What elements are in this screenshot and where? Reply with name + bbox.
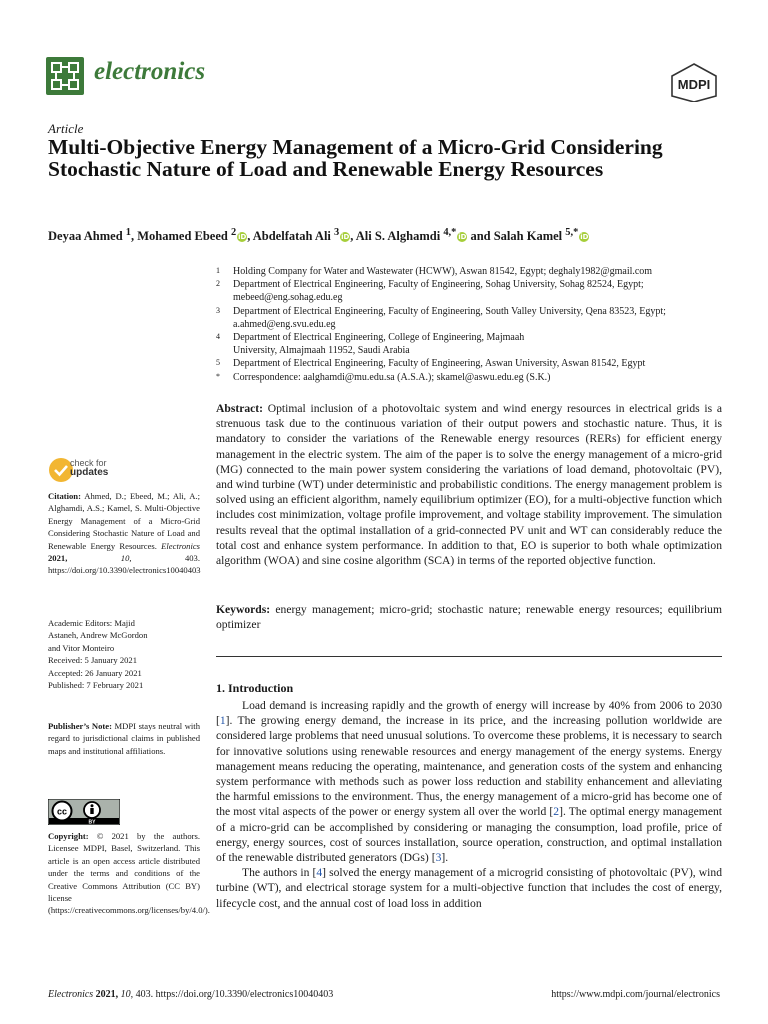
author-list: Deyaa Ahmed $^1$, Mohamed Ebeed $^2$ iD, Abdelfatah Ali $^3$ iD, Ali S. Alghamdi $^{4,*}$ iD and Salah Kamel $^{5,*}$ iD [48,227,589,244]
author-sup: 3 [334,227,340,238]
author-name: Mohamed Ebeed [137,229,228,244]
affiliation-row: 2 Department of Electrical Engineering, Faculty of Engineering, Sohag University, Sohag 82524, Egypt; mebeed@eng.sohag.edu.eg [216,279,644,304]
abstract-label: Abstract: [216,402,264,415]
reference-link[interactable]: 4 [316,866,323,880]
publisher-note: Publisher’s Note: MDPI stays neutral with regard to jurisdictional claims in published maps and institutional affiliations. [48,721,200,756]
affiliation-row: 3 Department of Electrical Engineering, Faculty of Engineering, South Valley University, Qena 83523, Egypt; a.ahmed@eng.svu.edu.eg [216,305,666,330]
author-name: Abdelfatah Ali [252,229,331,244]
reference-link[interactable]: 2 [553,805,560,819]
author-sup: 4,* [443,227,457,238]
received-date: Received: 5 January 2021 [48,655,138,666]
author-name: Salah Kamel [493,229,563,244]
author-sup: 2 [230,227,237,238]
svg-text:BY: BY [88,819,96,825]
check-for-updates-badge[interactable] [48,455,168,485]
abstract [216,401,722,568]
copyright-notice: Copyright: © 2021 by the authors. Licensee MDPI, Basel, Switzerland. This article is an open access article distributed under the terms and conditions of the Creative Commons Attribution (CC BY) license (https://creativecommons.org/licenses/by/4.0/). [48,831,210,916]
author-name: Deyaa Ahmed [48,229,123,244]
orcid-icon[interactable]: iD [341,233,350,242]
journal-name: electronics [94,58,206,85]
affiliation-row: 5 Department of Electrical Engineering, Faculty of Engineering, Aswan University, Aswan 81542, Egypt [216,358,646,370]
paragraph: The authors in [4] solved the energy management of a microgrid consisting of photovoltaic (PV), wind turbine (WT), and electrical storage system for a multi-objective function that includes the cost of energy, lifecycle cost, and the annual cost of load loss in addition [216,866,722,910]
check-updates-line1: check for [70,458,107,468]
abstract-text: Optimal inclusion of a photovoltaic system and wind energy resources in electrical grids is a strenuous task due to the continuous variation of their output powers and stochastic nature. Thus, it is mandatory to consider the variations of the Renewable energy resources (RERs) for efficient energy management in the electric system. The aim of the paper is to solve the energy management of a micro-grid (MG) connected to the main power system considering the variations of load demand, photovoltaic (PV), and wind turbine (WT) under deterministic and probabilistic conditions. The energy management problem is solved using an efficient algorithm, namely equilibrium optimizer (EO), for a multi-objective function which includes cost minimization, voltage profile improvement, and voltage stability improvement. The simulation results reveal that the optimal installation of a grid-connected PV unit and WT can considerably reduce the total cost and enhance system performance. In addition to that, EO is superior to both whale optimization algorithm (WOA) and sine cosine algorithm (SCA) in terms of the reported objective function. [216,402,722,568]
orcid-icon[interactable]: iD [580,233,589,242]
citation-block: Citation: Ahmed, D.; Ebeed, M.; Ali, A.; Alghamdi, A.S.; Kamel, S. Multi-Objective Energy Management of a Micro-Grid Considering Stochastic Nature of Load and Renewable Energy Resources. Electronics 2021, 10, 403. https://doi.org/10.3390/electronics10040403 [48,491,201,576]
affiliations [216,265,726,384]
check-updates-line2: updates [70,467,109,478]
affiliation-row: 4 Department of Electrical Engineering, College of Engineering, Majmaah University, Almajmaah 11952, Saudi Arabia [216,332,525,357]
section-heading: 1. Introduction [216,681,294,695]
publication-dates [48,617,200,691]
mdpi-logo-icon [668,62,720,102]
keywords-text: energy management; micro-grid; stochastic nature; renewable energy resources; equilibrium optimizer [216,603,722,632]
reference-link[interactable]: 1 [219,714,226,728]
article-title: Multi-Objective Energy Management of a Micro-Grid Considering Stochastic Nature of Load and Renewable Energy Resources [48,135,663,181]
published-date: Published: 7 February 2021 [48,680,144,691]
orcid-icon[interactable]: iD [238,233,247,242]
academic-editors: Academic Editors: Majid Astaneh, Andrew McGordon and Vitor Monteiro [48,618,148,653]
correspondence-row: * Correspondence: aalghamdi@mu.edu.sa (A.S.A.); skamel@aswu.edu.eg (S.K.) [216,371,551,383]
svg-text:MDPI: MDPI [677,77,711,92]
affiliation-row: 1 Holding Company for Water and Wastewater (HCWW), Aswan 81542, Egypt; deghaly1982@gmail.com [216,266,653,277]
orcid-icon[interactable]: iD [458,233,467,242]
author-name: Ali S. Alghamdi [355,229,441,244]
footer-doi-link[interactable]: 403. https://doi.org/10.3390/electronics10040403 [135,989,334,1000]
footer-journal-url[interactable]: https://www.mdpi.com/journal/electronics [551,989,720,1000]
keywords-label: Keywords: [216,603,271,616]
article-type: Article [48,121,84,136]
svg-text:cc: cc [56,806,68,817]
author-sup: 1 [125,227,131,238]
accepted-date: Accepted: 26 January 2021 [48,667,142,678]
journal-logo-icon [46,57,84,95]
footer-citation: Electronics 2021, 10, 403. https://doi.org/10.3390/electronics10040403 [48,989,334,1000]
reference-link[interactable]: 3 [435,851,442,865]
author-sup: 5,* [565,227,579,238]
paragraph: Load demand is increasing rapidly and the growth of energy will increase by 40% from 2006 to 2030 [1]. The growing energy demand, the increase in its price, and the increasing pollution worldwide are considered large problems that need unusual solutions. To overcome these problems, it is necessary to search for innovative solutions using renewable resources and energy management of the energy systems. Energy management means reducing the operating, maintenance, and generation costs of the system and enhancing system performance with methods such as power loss reduction and stability enhancement and alleviating the harmful emissions to the environment. Thus, the energy management of a micro-grid has become one of the most vital aspects of the power or energy system all over the world [2]. The optimal energy management of a micro-grid can be accomplished by considering or managing the consumption, load profile, price of energy, energy sources, cost of sources installation, source operation, construction, and optimal installation of the renewable distributed generators (DGs) [3]. [216,699,722,865]
section-divider [216,656,722,657]
cc-by-license-icon[interactable] [48,799,120,825]
keywords [216,602,722,632]
introduction-text [216,698,722,911]
